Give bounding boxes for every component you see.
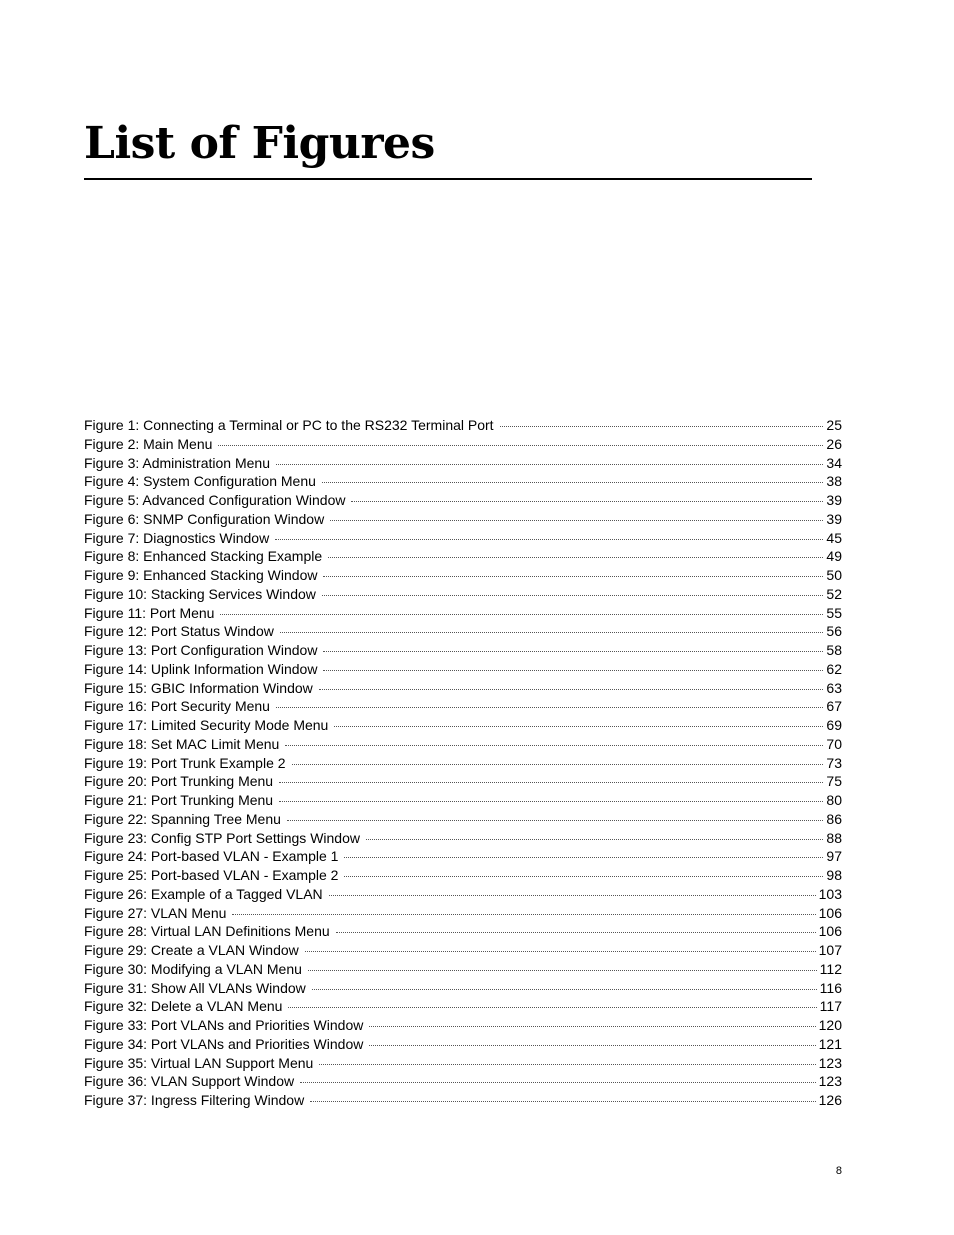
figure-entry-title: Figure 30: Modifying a VLAN Menu [84,960,302,977]
list-item[interactable] [84,622,842,641]
dot-leader [369,1045,815,1046]
list-item[interactable] [84,679,842,698]
title-divider [84,178,812,180]
dot-leader [300,1082,816,1083]
list-item[interactable] [84,472,842,491]
dot-leader [323,576,823,577]
list-item[interactable] [84,454,842,473]
figure-list [84,416,842,1110]
list-item[interactable] [84,979,842,998]
figure-entry-page: 103 [818,885,842,902]
figure-entry-page: 70 [826,735,842,752]
figure-entry-title: Figure 31: Show All VLANs Window [84,979,306,996]
figure-entry-page: 39 [826,492,842,508]
list-item[interactable] [84,491,842,510]
list-item[interactable] [84,885,842,904]
dot-leader [366,839,823,840]
dot-leader [344,876,823,877]
dot-leader [285,745,823,746]
dot-leader [288,1007,816,1008]
figure-entry-page: 49 [826,548,842,565]
list-item[interactable] [84,772,842,791]
figure-entry-page: 55 [826,604,842,621]
figure-entry-title: Figure 19: Port Trunk Example 2 [84,754,286,771]
figure-entry-title: Figure 22: Spanning Tree Menu [84,810,281,827]
dot-leader [319,1064,815,1065]
dot-leader [220,614,823,615]
dot-leader [292,764,824,765]
figure-entry-title: Figure 6: SNMP Configuration Window [84,510,325,527]
figure-entry-title: Figure 1: Connecting a Terminal or PC to the RS232 Terminal Port [84,417,494,433]
figure-entry-title: Figure 23: Config STP Port Settings Window [84,829,360,846]
list-item[interactable] [84,847,842,866]
figure-entry-page: 123 [818,1054,842,1071]
list-item[interactable] [84,1072,842,1091]
figure-entry-page: 106 [818,923,842,940]
list-item[interactable] [84,866,842,885]
figure-entry-title: Figure 33: Port VLANs and Priorities Window [84,1017,364,1033]
figure-entry-page: 88 [826,829,842,846]
figure-entry-page: 62 [826,660,842,677]
list-item[interactable] [84,735,842,754]
figure-entry-page: 26 [826,435,842,452]
list-item[interactable] [84,941,842,960]
list-item[interactable] [84,754,842,773]
figure-entry-page: 45 [826,529,842,546]
figure-entry-title: Figure 34: Port VLANs and Priorities Window [84,1035,364,1052]
list-item[interactable] [84,697,842,716]
figure-entry-title: Figure 14: Uplink Information Window [84,660,318,677]
dot-leader [323,670,823,671]
dot-leader [322,595,824,596]
dot-leader [287,820,824,821]
dot-leader [305,951,816,952]
page-number: 8 [835,1165,842,1177]
dot-leader [276,464,823,465]
dot-leader [329,895,816,896]
list-item[interactable] [84,1054,842,1073]
page-title: List of Figures [84,118,435,169]
dot-leader [310,1101,815,1102]
dot-leader [232,914,815,915]
figure-entry-page: 69 [826,717,842,733]
list-item[interactable] [84,1035,842,1054]
figure-entry-title: Figure 21: Port Trunking Menu [84,792,274,808]
figure-entry-title: Figure 12: Port Status Window [84,623,274,640]
figure-entry-page: 58 [826,642,842,658]
figure-entry-title: Figure 4: System Configuration Menu [84,473,316,490]
figure-entry-title: Figure 32: Delete a VLAN Menu [84,998,283,1015]
dot-leader [323,651,823,652]
dot-leader [280,632,824,633]
list-item[interactable] [84,641,842,660]
dot-leader [369,1026,815,1027]
figure-entry-page: 63 [826,679,842,696]
figure-entry-title: Figure 7: Diagnostics Window [84,529,270,546]
figure-entry-page: 117 [819,998,842,1015]
dot-leader [334,726,823,727]
figure-entry-title: Figure 35: Virtual LAN Support Menu [84,1054,314,1071]
figure-entry-title: Figure 9: Enhanced Stacking Window [84,567,318,583]
list-item[interactable] [84,547,842,566]
list-item[interactable] [84,1016,842,1035]
figure-entry-page: 98 [826,867,842,883]
figure-entry-title: Figure 36: VLAN Support Window [84,1073,295,1090]
figure-entry-title: Figure 17: Limited Security Mode Menu [84,717,329,733]
list-item[interactable] [84,529,842,548]
list-item[interactable] [84,416,842,435]
figure-entry-page: 97 [826,848,842,865]
list-item[interactable] [84,716,842,735]
figure-entry-page: 123 [818,1073,842,1090]
figure-entry-page: 25 [826,417,842,433]
figure-entry-page: 116 [819,979,842,996]
figure-entry-page: 67 [826,698,842,715]
dot-leader [308,970,817,971]
list-item[interactable] [84,997,842,1016]
list-item[interactable] [84,435,842,454]
figure-entry-title: Figure 11: Port Menu [84,604,215,621]
figure-entry-page: 52 [826,585,842,602]
figure-entry-title: Figure 3: Administration Menu [84,454,270,471]
figure-entry-title: Figure 29: Create a VLAN Window [84,942,299,958]
figure-entry-page: 86 [826,810,842,827]
dot-leader [279,782,823,783]
list-item[interactable] [84,585,842,604]
dot-leader [275,539,823,540]
list-item[interactable] [84,660,842,679]
figure-entry-title: Figure 20: Port Trunking Menu [84,773,274,790]
figure-entry-title: Figure 18: Set MAC Limit Menu [84,735,280,752]
figure-entry-title: Figure 25: Port-based VLAN - Example 2 [84,867,339,883]
figure-entry-page: 73 [826,754,842,771]
list-item[interactable] [84,566,842,585]
figure-entry-page: 106 [818,904,842,921]
figure-entry-title: Figure 24: Port-based VLAN - Example 1 [84,848,339,865]
dot-leader [276,707,823,708]
list-item[interactable] [84,510,842,529]
list-item[interactable] [84,960,842,979]
figure-entry-page: 80 [826,792,842,808]
dot-leader [336,932,816,933]
list-item[interactable] [84,791,842,810]
figure-entry-title: Figure 15: GBIC Information Window [84,679,313,696]
list-item[interactable] [84,604,842,623]
figure-entry-page: 107 [818,942,842,958]
figure-entry-page: 126 [818,1092,842,1108]
figure-entry-title: Figure 5: Advanced Configuration Window [84,492,346,508]
dot-leader [312,989,817,990]
figure-entry-page: 50 [826,567,842,583]
dot-leader [322,482,824,483]
dot-leader [351,501,823,502]
dot-leader [279,801,823,802]
dot-leader [344,857,823,858]
figure-entry-title: Figure 26: Example of a Tagged VLAN [84,885,323,902]
figure-entry-title: Figure 16: Port Security Menu [84,698,270,715]
figure-entry-title: Figure 10: Stacking Services Window [84,585,316,602]
figure-entry-page: 121 [818,1035,842,1052]
figure-entry-title: Figure 13: Port Configuration Window [84,642,318,658]
figure-entry-page: 75 [826,773,842,790]
list-item[interactable] [84,922,842,941]
dot-leader [330,520,823,521]
figure-entry-page: 56 [826,623,842,640]
dot-leader [218,445,823,446]
list-item[interactable] [84,1091,842,1110]
figure-entry-page: 39 [826,510,842,527]
figure-entry-page: 34 [826,454,842,471]
dot-leader [328,557,823,558]
figure-entry-title: Figure 37: Ingress Filtering Window [84,1092,305,1108]
figure-entry-title: Figure 2: Main Menu [84,435,213,452]
list-item[interactable] [84,904,842,923]
dot-leader [500,426,824,427]
figure-entry-page: 112 [819,960,842,977]
figure-entry-title: Figure 28: Virtual LAN Definitions Menu [84,923,330,940]
figure-entry-page: 120 [818,1017,842,1033]
figure-entry-page: 38 [826,473,842,490]
list-item[interactable] [84,810,842,829]
dot-leader [319,689,824,690]
list-item[interactable] [84,829,842,848]
figure-entry-title: Figure 8: Enhanced Stacking Example [84,548,323,565]
figure-entry-title: Figure 27: VLAN Menu [84,904,227,921]
